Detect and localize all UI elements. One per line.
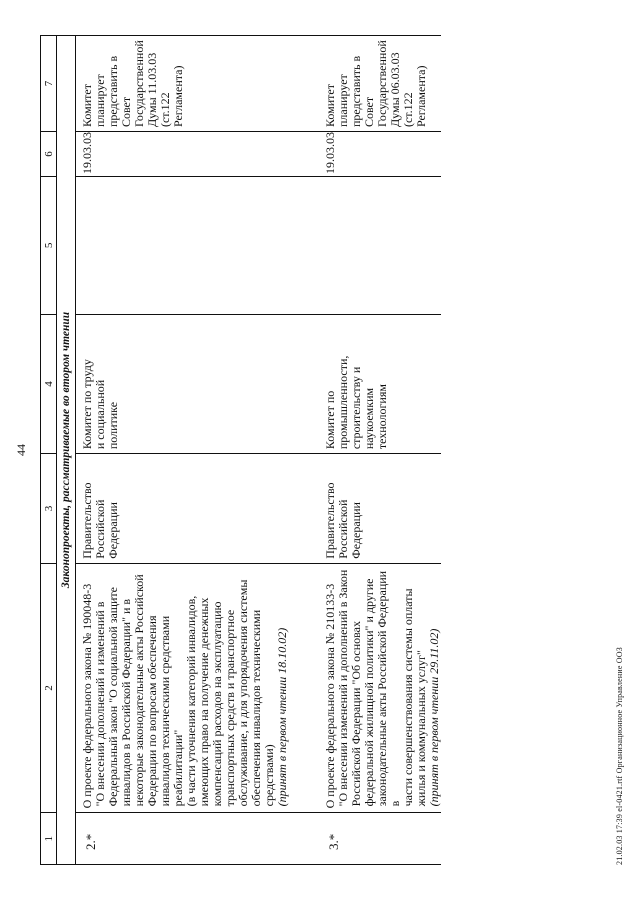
- column-header: 5: [41, 177, 57, 315]
- first-reading-note: (принят в первом чтении 29.11.02): [426, 628, 441, 807]
- column-number-row: [41, 36, 57, 865]
- date: 19.03.03: [322, 132, 337, 175]
- column-header: 4: [41, 314, 57, 453]
- column-header: 3: [41, 454, 57, 564]
- row-number: 3.*: [325, 833, 341, 850]
- table-row: [319, 36, 441, 865]
- section-row: [57, 36, 76, 865]
- bill-description: "О внесении дополнений и изменений в Федеральный закон "О социальной защите инвалидов в Российской Федерации" и в некоторые законодательные акты Российской Федерации по вопросам обеспечения инвалидов техническими средствами реабилитации" (в части уточнения категорий инвалидов, имеющих право на получение денежных компенсаций расходов на эксплуатацию транспортных средств и транспортное обслуживание, и для упорядочения системы обеспечения инвалидов техническими средствами): [93, 574, 276, 807]
- column-header: 1: [41, 813, 57, 865]
- initiator: Правительство Российской Федерации: [80, 482, 120, 559]
- footer-text: 21.02.03 17:39 el-0421.rtf Организационное Управление ООЗ: [615, 647, 624, 865]
- responsible-committee: Комитет по промышленности, строительству и наукоемким технологиям: [322, 355, 389, 450]
- remark: Комитет планирует представить в Совет Государственной Думы 11.03.03 (ст.122 Регламента): [80, 40, 185, 128]
- first-reading-note: (принят в первом чтении 18.10.02): [275, 627, 289, 807]
- bill-title: О проекте федерального закона № 210133-3: [322, 583, 337, 809]
- date: 19.03.03: [80, 132, 94, 175]
- responsible-committee: Комитет по труду и социальной политике: [80, 359, 120, 450]
- table-row: [76, 36, 319, 865]
- row-number: 2.*: [83, 833, 98, 850]
- section-title: Законопроекты, рассматриваемые во втором чтении: [57, 36, 76, 865]
- page-number: 44: [14, 444, 28, 456]
- agenda-table: [40, 35, 441, 865]
- column-header: 7: [41, 36, 57, 132]
- remark: Комитет планирует представить в Совет Государственной Думы 06.03.03 (ст.122 Регламента): [322, 40, 428, 128]
- bill-description: "О внесении изменений и дополнений в Закон Российской Федерации "Об основах федеральной жилищной политики" и другие законодательные акты Российской Федерации в части совершенствования системы оплаты жилья и коммунальных услуг": [335, 569, 428, 807]
- column-header: 6: [41, 132, 57, 177]
- column-header: 2: [41, 563, 57, 813]
- initiator: Правительство Российской Федерации: [322, 482, 363, 559]
- bill-title: О проекте федерального закона № 190048-3: [80, 583, 94, 809]
